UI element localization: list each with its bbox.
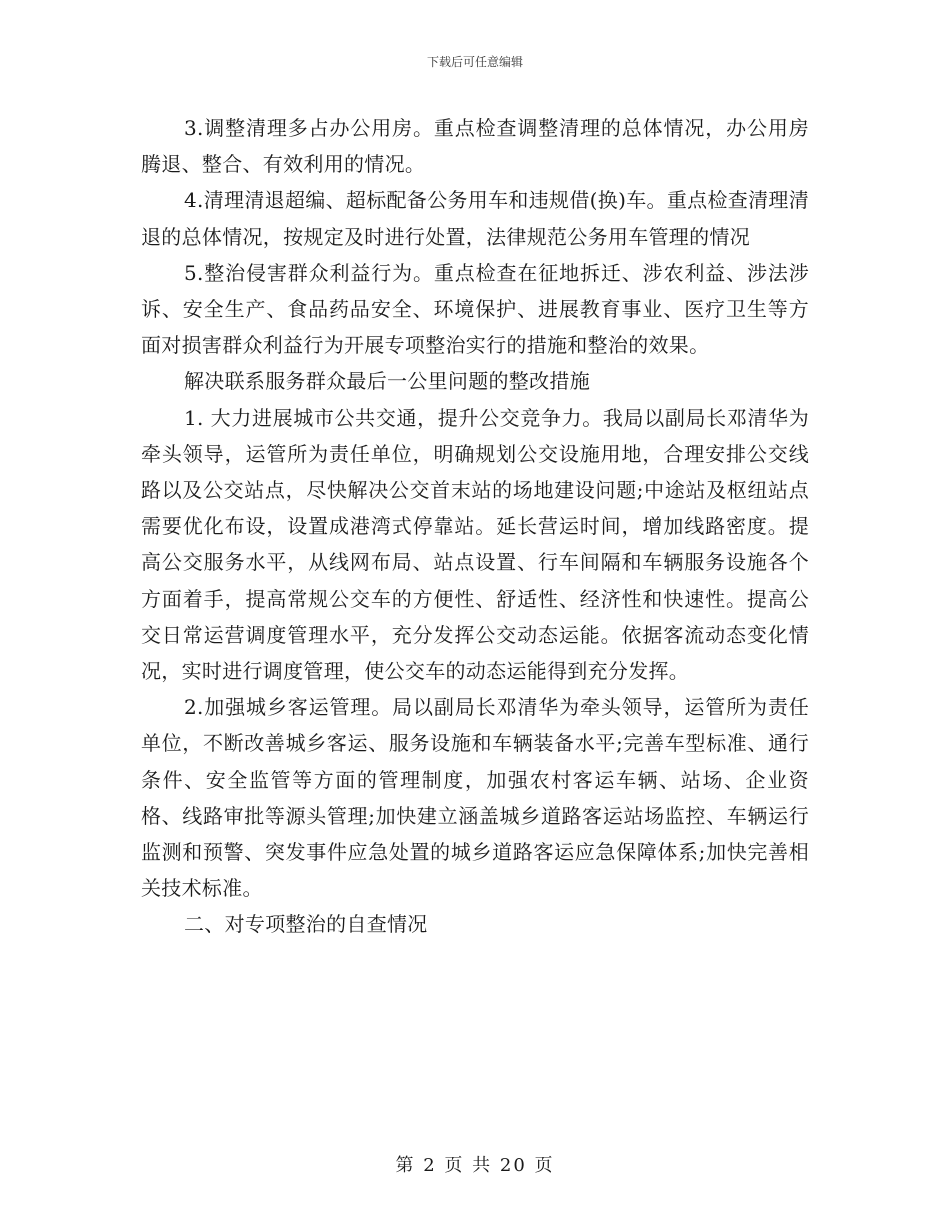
paragraph-official-vehicles: 4.清理清退超编、超标配备公务用车和违规借(换)车。重点检查清理清退的总体情况，按规定及时进行处置，法律规范公务用车管理的情况 xyxy=(141,188,809,249)
section-heading-self-inspection: 二、对专项整治的自查情况 xyxy=(184,912,428,937)
page-footer xyxy=(0,1154,950,1178)
footer-page-number: 2 xyxy=(423,1155,437,1176)
paragraph-public-transport: 1. 大力进展城市公共交通，提升公交竞争力。我局以副局长邓清华为牵头领导，运管所为责任单位，明确规划公交设施用地，合理安排公交线路以及公交站点，尽快解决公交首末站的场地建设问题;中途站及枢纽站点需要优化布设，设置成港湾式停靠站。延长营运时间，增加线路密度。提高公交服务水平，从线网布局、站点设置、行车间隔和车辆服务设施各个方面着手，提高常规公交车的方便性、舒适性、经济性和快速性。提高公交日常运营调度管理水平，充分发挥公交动态运能。依据客流动态变化情况，实时进行调度管理，使公交车的动态运能得到充分发挥。 xyxy=(141,405,809,684)
footer-total-pages: 20 xyxy=(499,1155,527,1176)
document-body xyxy=(141,110,809,943)
footer-prefix: 第 xyxy=(395,1155,416,1176)
footer-suffix: 页 xyxy=(534,1155,555,1176)
section-heading-rectification: 解决联系服务群众最后一公里问题的整改措施 xyxy=(184,369,590,394)
page-header: 下载后可任意编辑 xyxy=(426,55,523,69)
paragraph-urban-rural-transport: 2.加强城乡客运管理。局以副局长邓清华为牵头领导，运管所为责任单位，不断改善城乡客运、服务设施和车辆装备水平;完善车型标准、通行条件、安全监管等方面的管理制度，加强农村客运车辆、站场、企业资格、线路审批等源头管理;加快建立涵盖城乡道路客运站场监控、车辆运行监测和预警、突发事件应急处置的城乡道路客运应急保障体系;加快完善相关技术标准。 xyxy=(141,695,809,901)
footer-mid: 页 共 xyxy=(444,1155,493,1176)
paragraph-public-interest: 5.整治侵害群众利益行为。重点检查在征地拆迁、涉农利益、涉法涉诉、安全生产、食品药品安全、环境保护、进展教育事业、医疗卫生等方面对损害群众利益行为开展专项整治实行的措施和整治的效果。 xyxy=(141,260,809,358)
paragraph-office-space: 3.调整清理多占办公用房。重点检查调整清理的总体情况，办公用房腾退、整合、有效利用的情况。 xyxy=(141,116,809,177)
